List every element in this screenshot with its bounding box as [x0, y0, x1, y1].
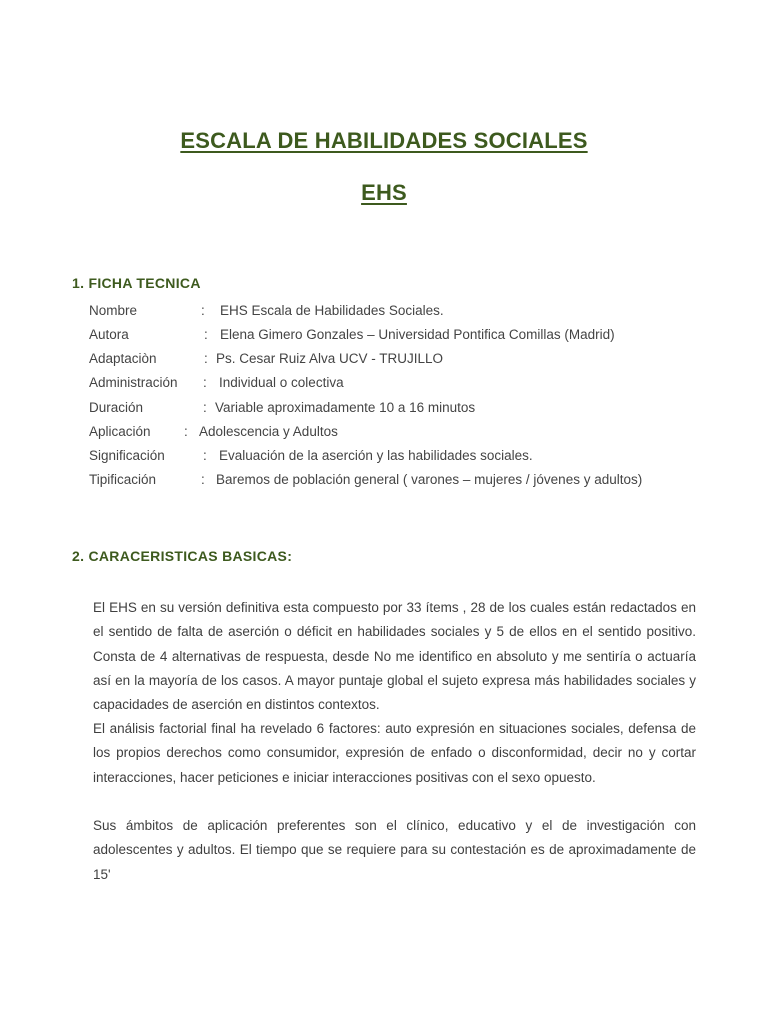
document-title: ESCALA DE HABILIDADES SOCIALES: [180, 128, 588, 153]
ficha-value: Evaluación de la aserción y las habilidades sociales.: [219, 448, 533, 463]
section-heading-caracteristicas: 2. CARACERISTICAS BASICAS:: [72, 548, 293, 564]
ficha-separator: :: [203, 400, 207, 415]
ficha-label: Administración: [89, 375, 178, 390]
ficha-value: Individual o colectiva: [219, 375, 344, 390]
ficha-separator: :: [204, 327, 208, 342]
ficha-value: Elena Gimero Gonzales – Universidad Pontifica Comillas (Madrid): [220, 327, 615, 342]
paragraph-factors: El análisis factorial final ha revelado 6 factores: auto expresión en situaciones sociales, defensa de los propios derechos como consumidor, expresión de enfado o disconformidad, decir no y cortar interacciones, hacer peticiones e iniciar interacciones positivas con el sexo opuesto.: [93, 721, 696, 785]
section-heading-ficha-tecnica: 1. FICHA TECNICA: [72, 275, 201, 291]
ficha-separator: :: [204, 351, 208, 366]
ficha-separator: :: [184, 424, 188, 439]
ficha-separator: :: [201, 472, 205, 487]
ficha-value: Baremos de población general ( varones – mujeres / jóvenes y adultos): [216, 472, 643, 487]
ficha-value: EHS Escala de Habilidades Sociales.: [220, 303, 444, 318]
ficha-label: Aplicación: [89, 424, 151, 439]
ficha-label: Tipificación: [89, 472, 157, 487]
ficha-label: Significación: [89, 448, 165, 463]
ficha-label: Autora: [89, 327, 129, 342]
ficha-value: Ps. Cesar Ruiz Alva UCV - TRUJILLO: [216, 351, 444, 366]
paragraph-composition: El EHS en su versión definitiva esta compuesto por 33 ítems , 28 de los cuales están redactados en el sentido de falta de aserción o déficit en habilidades sociales y 5 de ellos en el sentido positivo. Consta de 4 alternativas de respuesta, desde No me identifico en absoluto y me sentiría o actuaría así en la mayoría de los casos. A mayor puntaje global el sujeto expresa más habilidades sociales y capacidades de aserción en distintos contextos.: [93, 600, 696, 713]
ficha-label: Duración: [89, 400, 144, 415]
ficha-value: Variable aproximadamente 10 a 16 minutos: [215, 400, 476, 415]
ficha-separator: :: [201, 303, 205, 318]
ficha-separator: :: [203, 448, 207, 463]
ficha-value: Adolescencia y Adultos: [199, 424, 338, 439]
ficha-label: Adaptaciòn: [89, 351, 157, 366]
ficha-label: Nombre: [89, 303, 138, 318]
ficha-separator: :: [203, 375, 207, 390]
paragraph-application: Sus ámbitos de aplicación preferentes son el clínico, educativo y el de investigación con adolescentes y adultos. El tiempo que se requiere para su contestación es de aproximadamente de 15': [93, 818, 696, 882]
document-subtitle: EHS: [361, 180, 407, 205]
